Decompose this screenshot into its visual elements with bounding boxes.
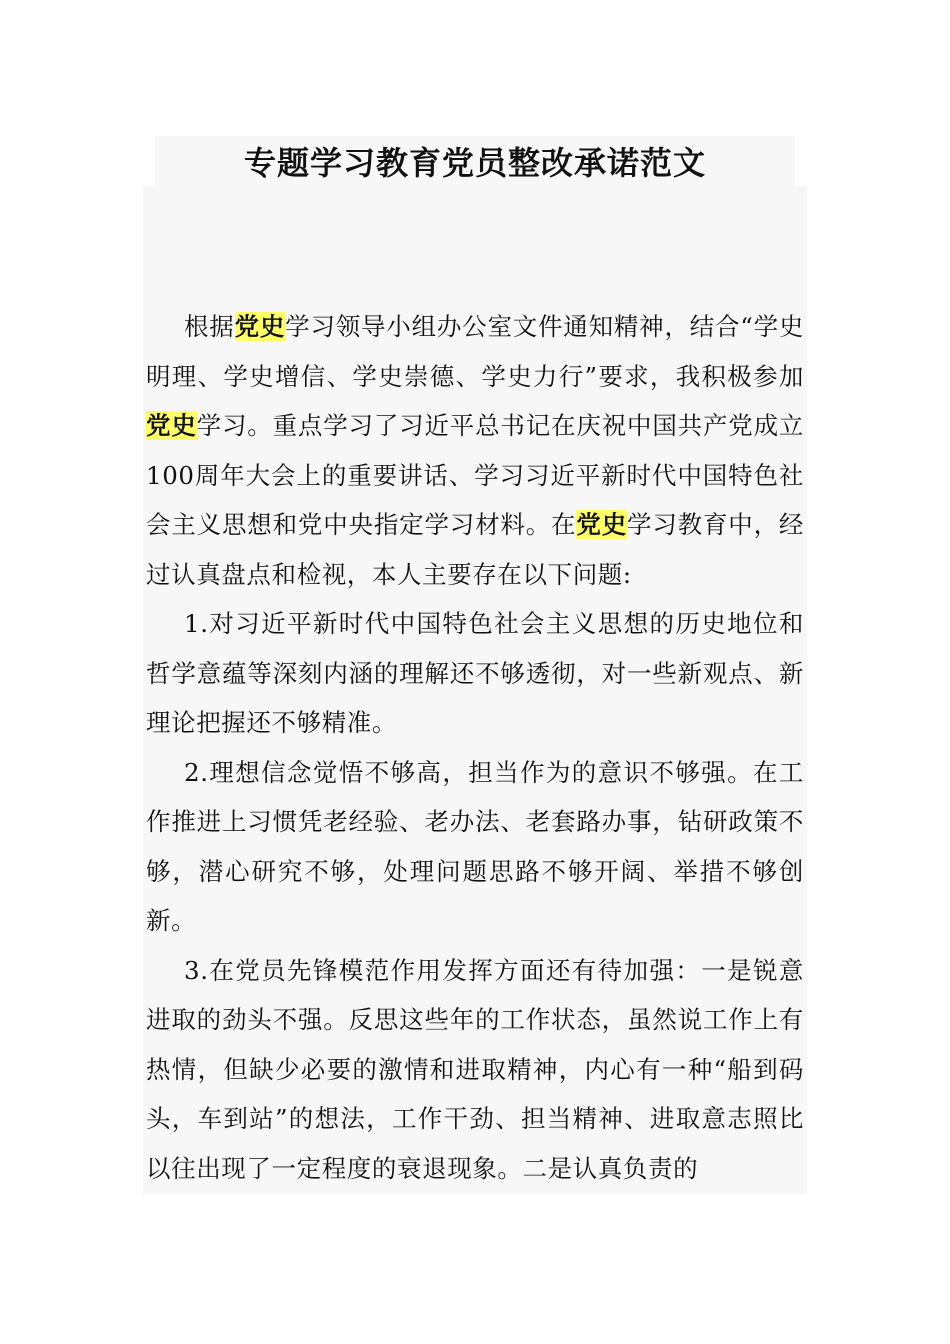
highlight-keyword: 党史 [576,510,628,539]
intro-text-2: 学习领导小组办公室文件通知精神，结合“学史明理、学史增信、学史崇德、学史力行”要求，我积极参加 [146,312,805,391]
intro-text-4: 学习教育中，经过认真盘点和检视，本人主要存在以下问题: [146,510,805,589]
document-body [146,302,804,1193]
intro-paragraph [146,302,804,599]
document-title: 专题学习教育党员整改承诺范文 [243,144,706,182]
highlight-keyword: 党史 [146,411,197,440]
point-3-paragraph: 3.在党员先锋模范作用发挥方面还有待加强：一是锐意进取的劲头不强。反思这些年的工作状态，虽然说工作上有热情，但缺少必要的激情和进取精神，内心有一种“船到码头，车到站”的想法，工作干劲、担当精神、进取意志照比以往出现了一定程度的衰退现象。二是认真负责的 [146,955,804,1183]
point-2-paragraph: 2.理想信念觉悟不够高，担当作为的意识不够强。在工作推进上习惯凭老经验、老办法、老套路办事，钻研政策不够，潜心研究不够，处理问题思路不够开阔、举措不够创新。 [146,757,804,935]
highlight-keyword: 党史 [234,312,286,341]
intro-text-3: 学习。重点学习了习近平总书记在庆祝中国共产党成立100周年大会上的重要讲话、学习习近平新时代中国特色社会主义思想和党中央指定学习材料。在 [146,411,804,539]
point-1-paragraph: 1.对习近平新时代中国特色社会主义思想的历史地位和哲学意蕴等深刻内涵的理解还不够透彻，对一些新观点、新理论把握还不够精准。 [146,609,804,737]
intro-text-1: 根据 [184,312,235,341]
